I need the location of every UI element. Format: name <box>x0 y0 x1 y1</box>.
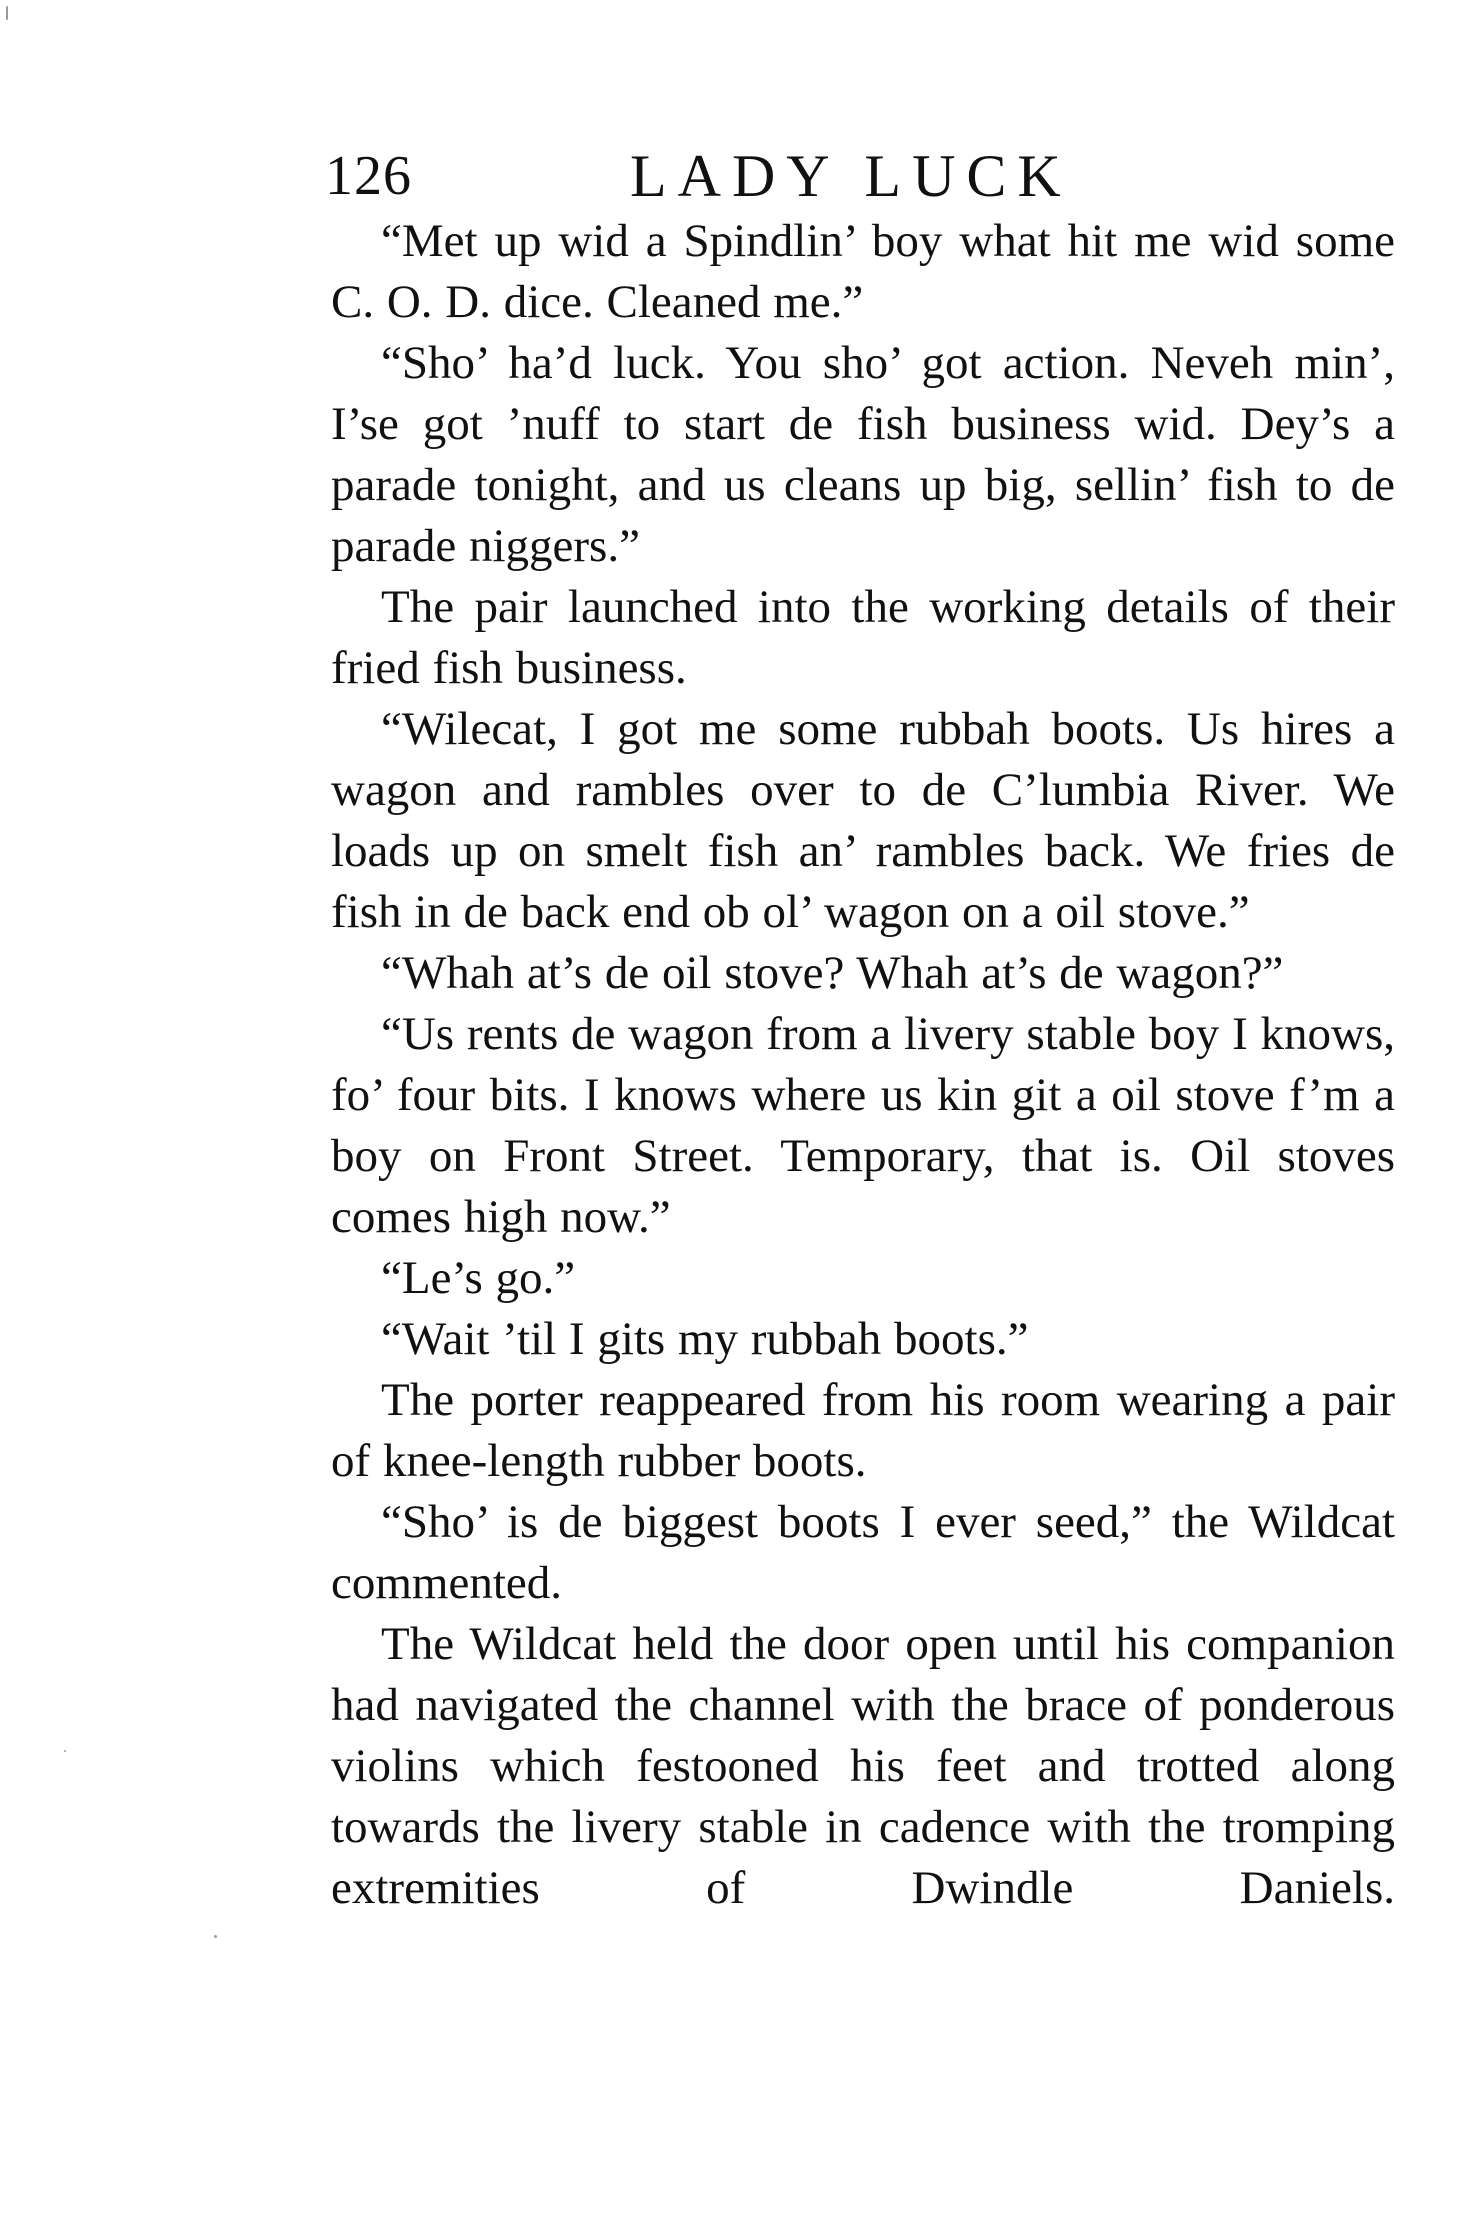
paragraph: “Wilecat, I got me some rubbah boots. Us hires a wagon and rambles over to de C’lumbia River. We loads up on smelt fish an’ rambles back. We fries de fish in de back end ob ol’ wagon on a oil stove.” <box>331 703 1395 938</box>
paragraph: The pair launched into the working details of their fried fish business. <box>331 581 1395 694</box>
paragraph: “Sho’ is de biggest boots I ever seed,” the Wildcat commented. <box>331 1496 1395 1609</box>
paragraph: “Wait ’til I gits my rubbah boots.” <box>381 1313 1029 1365</box>
scan-speck <box>6 6 8 20</box>
paragraph: “Sho’ ha’d luck. You sho’ got action. Neveh min’, I’se got ’nuff to start de fish business wid. Dey’s a parade tonight, and us cleans up big, sellin’ fish to de parade niggers.” <box>331 337 1395 572</box>
scan-speck <box>214 1935 217 1938</box>
page-header <box>325 136 1395 216</box>
paragraph: “Met up wid a Spindlin’ boy what hit me wid some C. O. D. dice. Cleaned me.” <box>331 215 1395 328</box>
page-number: 126 <box>325 145 412 207</box>
paragraph: The porter reappeared from his room wearing a pair of knee-length rubber boots. <box>331 1374 1395 1487</box>
paragraph: “Us rents de wagon from a livery stable boy I knows, fo’ four bits. I knows where us kin git a oil stove f’m a boy on Front Street. Temporary, that is. Oil stoves comes high now.” <box>331 1008 1395 1243</box>
paragraph: The Wildcat held the door open until his companion had navigated the channel with the brace of ponderous violins which festooned his feet and trotted along towards the livery stable in cadence with the tromping extremities of Dwindle Daniels. <box>331 1618 1395 1914</box>
paragraph: “Whah at’s de oil stove? Whah at’s de wagon?” <box>381 947 1284 999</box>
running-title: LADY LUCK <box>630 143 1072 209</box>
body-text <box>331 211 1395 1919</box>
scan-speck <box>64 1750 66 1752</box>
paragraph: “Le’s go.” <box>381 1252 576 1304</box>
